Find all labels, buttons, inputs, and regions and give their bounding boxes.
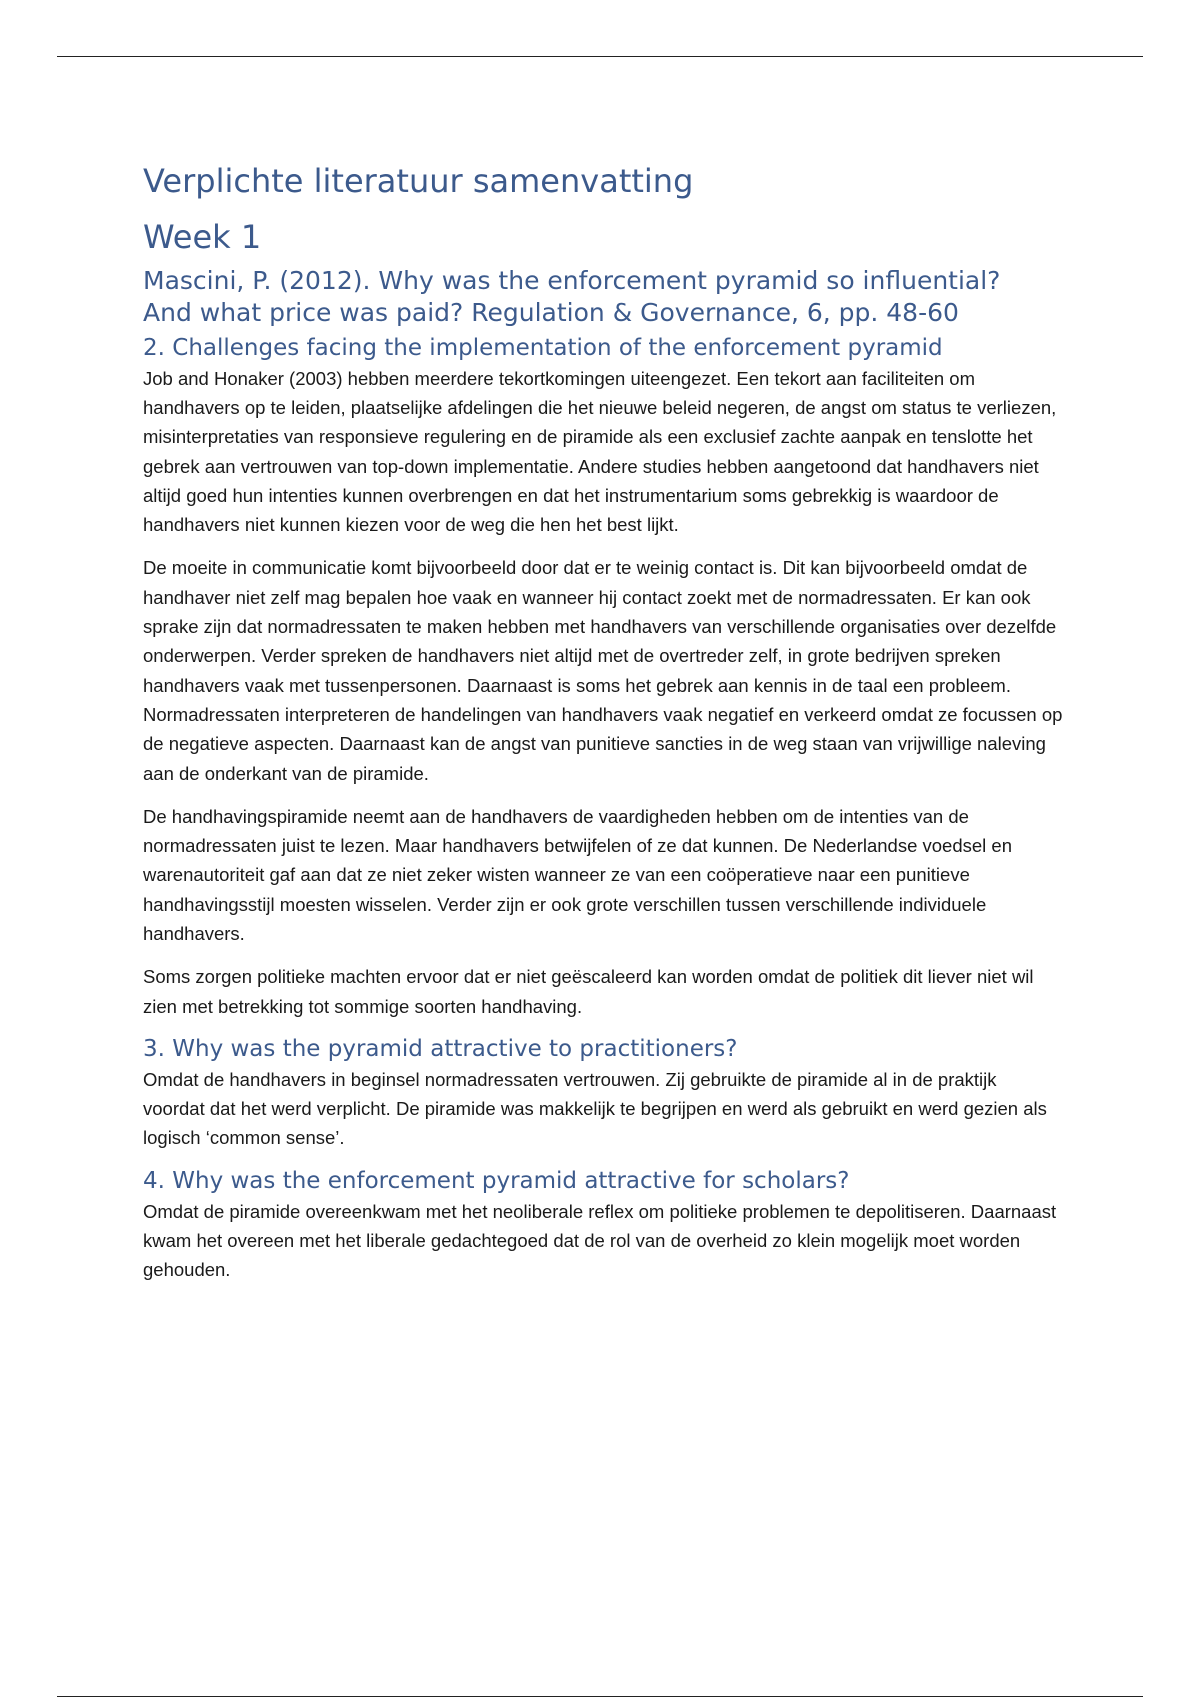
section-heading-challenges: 2. Challenges facing the implementation of the enforcement pyramid <box>143 334 943 361</box>
paragraph: Omdat de piramide overeenkwam met het neoliberale reflex om politieke problemen te depolitiseren. Daarnaast kwam het overeen met het liberale gedachtegoed dat de rol van de overheid zo klein mogelijk moet worden gehouden. <box>143 1200 1057 1281</box>
bottom-rule <box>57 1696 1143 1697</box>
paragraph: De moeite in communicatie komt bijvoorbeeld door dat er te weinig contact is. Dit kan bijvoorbeeld omdat de handhaver niet zelf mag bepalen hoe vaak en wanneer hij contact zoekt met de normadressaten. Er kan ook sprake zijn dat normadressaten te maken hebben met handhavers van verschillende organisaties over dezelfde onderwerpen. Verder spreken de handhavers niet altijd met de overtreder zelf, in grote bedrijven spreken handhavers vaak met tussenpersonen. Daarnaast is soms het gebrek aan kennis in de taal een probleem. Normadressaten interpreteren de handelingen van handhavers vaak negatief en verkeerd omdat ze focussen op de negatieve aspecten. Daarnaast kan de angst van punitieve sancties in de weg staan van vrijwillige naleving aan de onderkant van de piramide. <box>143 557 1063 784</box>
paragraph: Job and Honaker (2003) hebben meerdere tekortkomingen uiteengezet. Een tekort aan faciliteiten om handhavers op te leiden, plaatselijke afdelingen die het nieuwe beleid negeren, de angst om status te verliezen, misinterpretaties van responsieve regulering en de piramide als een exclusief zachte aanpak en tenslotte het gebrek aan vertrouwen van top-down implementatie. Andere studies hebben aangetoond dat handhavers niet altijd goed hun intenties kunnen overbrengen en dat het instrumentarium soms gebrekkig is waardoor de handhavers niet kunnen kiezen voor de weg die hen het best lijkt. <box>143 367 1057 536</box>
paragraph: De handhavingspiramide neemt aan de handhavers de vaardigheden hebben om de intenties van de normadressaten juist te lezen. Maar handhavers betwijfelen of ze dat kunnen. De Nederlandse voedsel en warenautoriteit gaf aan dat ze niet zeker wisten wanneer ze van een coöperatieve naar een punitieve handhavingsstijl moesten wisselen. Verder zijn er ook grote verschillen tussen verschillende individuele handhavers. <box>143 805 1012 945</box>
document-body <box>143 162 1063 1298</box>
paragraph: Omdat de handhavers in beginsel normadressaten vertrouwen. Zij gebruikte de piramide al in de praktijk voordat dat het werd verplicht. De piramide was makkelijk te begrijpen en werd als gebruikt en werd gezien als logisch ‘common sense’. <box>143 1068 1047 1149</box>
top-rule <box>57 56 1143 57</box>
reference-line-2: And what price was paid? Regulation & Governance, 6, pp. 48-60 <box>143 298 959 328</box>
reference-heading <box>143 265 1063 330</box>
week-heading: Week 1 <box>143 218 262 257</box>
section-heading-practitioners: 3. Why was the pyramid attractive to practitioners? <box>143 1035 738 1062</box>
paragraph: Soms zorgen politieke machten ervoor dat er niet geëscaleerd kan worden omdat de politiek dit liever niet wil zien met betrekking tot sommige soorten handhaving. <box>143 966 1034 1017</box>
section-heading-scholars: 4. Why was the enforcement pyramid attractive for scholars? <box>143 1167 850 1194</box>
reference-line-1: Mascini, P. (2012). Why was the enforcement pyramid so influential? <box>143 265 1001 295</box>
document-title: Verplichte literatuur samenvatting <box>143 162 694 200</box>
